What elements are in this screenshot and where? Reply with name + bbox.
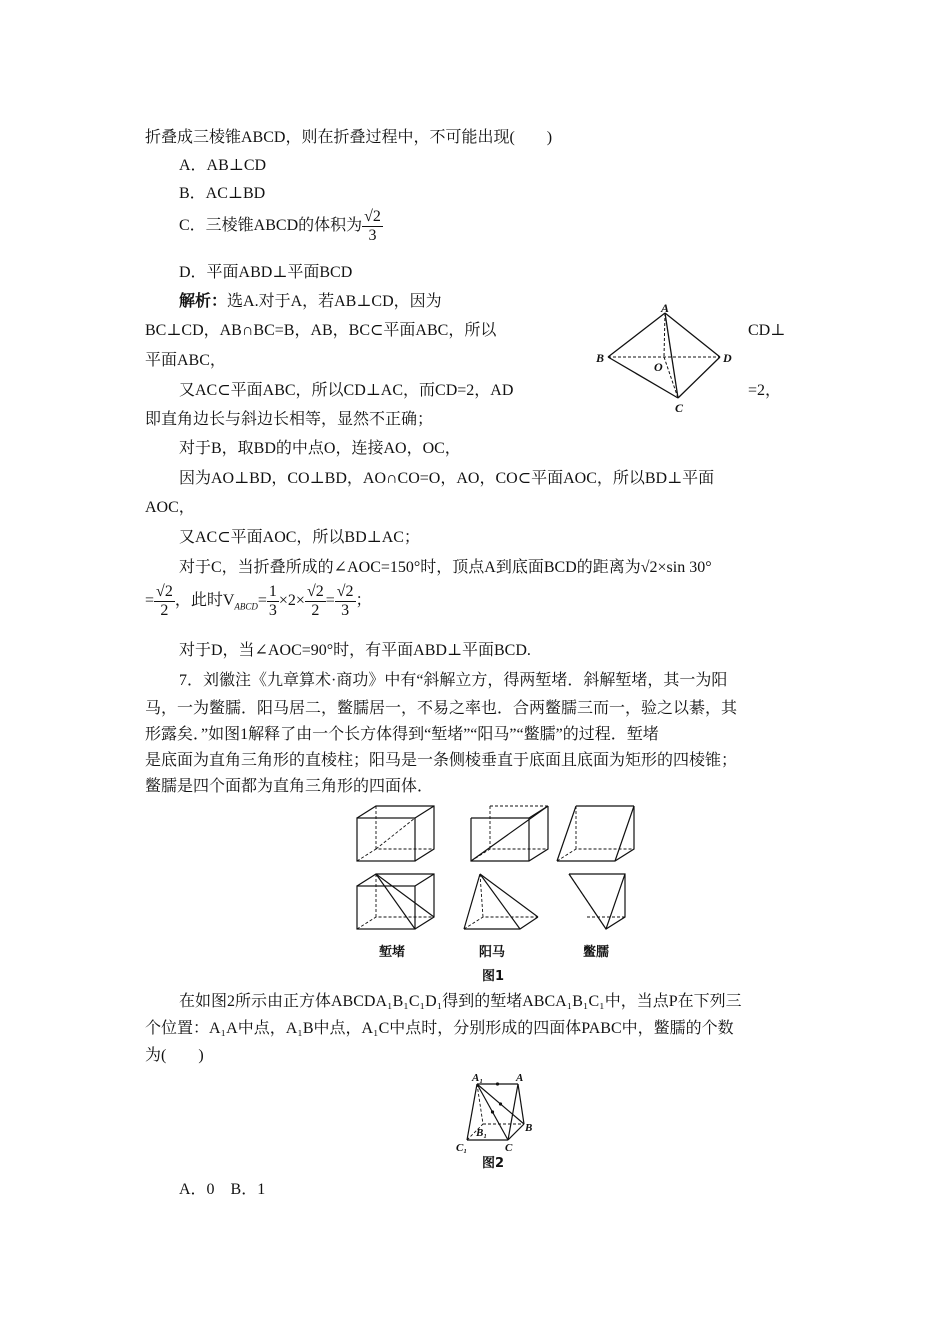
fig2-title: 图2	[482, 1156, 505, 1171]
q6-option-b: B．AC⊥BD	[179, 185, 266, 202]
fraction-numerator: 1	[268, 583, 277, 600]
vertex-label-c: C	[675, 401, 684, 415]
tetrahedron-figure	[590, 301, 750, 415]
solution-line-12: 对于D，当∠AOC=90°时，有平面ABD⊥平面BCD.	[179, 642, 531, 659]
solution-line-3: 平面ABC，	[145, 352, 226, 369]
eq-sign: =	[145, 592, 155, 610]
figure-1	[350, 800, 640, 960]
fraction	[154, 583, 175, 620]
q7-line-5: 鳖臑是四个面都为直角三角形的四面体．	[145, 778, 434, 795]
vertex-label-d: D	[723, 351, 732, 365]
vertex-label-a: A	[516, 1072, 524, 1084]
fraction-denominator: 3	[368, 227, 377, 244]
q7-line-2: 马，一为鳖臑．阳马居二，鳖臑居一，不易之率也．合两鳖臑三而一，验之以綦，其	[145, 700, 738, 717]
fig1-caption-qiandu: 堑堵	[379, 945, 406, 960]
q6-option-c	[179, 208, 383, 245]
solution-text: 选A.对于A，若AB⊥CD，因为	[227, 293, 442, 310]
fraction	[305, 583, 326, 620]
solution-line-2-right: CD⊥	[748, 322, 786, 339]
vertex-label-o: O	[654, 360, 663, 374]
eq-sign: =	[325, 592, 335, 610]
volume-subscript: ABCD	[234, 601, 258, 612]
times-text: ×2×	[278, 592, 305, 610]
vertex-label-a: A	[661, 301, 670, 315]
vertex-label-c1: C₁	[456, 1142, 468, 1154]
fraction-denominator: 2	[160, 602, 169, 619]
fraction-numerator: √2	[364, 208, 381, 225]
vertex-label-b: B	[596, 351, 605, 365]
vertex-label-b: B	[525, 1122, 533, 1134]
q6-option-d: D．平面ABD⊥平面BCD	[179, 264, 353, 281]
fig1-title: 图1	[482, 969, 505, 984]
q6-stem: 折叠成三棱锥ABCD，则在折叠过程中，不可能出现( )	[145, 129, 553, 146]
solution-line-2: BC⊥CD，AB∩BC=B，AB，BC⊂平面ABC，所以	[145, 322, 497, 339]
box-1-front	[357, 818, 415, 861]
solution-label: 解析：	[179, 293, 228, 310]
fraction	[267, 583, 279, 620]
solution-line-5: 即直角边长与斜边长相等，显然不正确；	[145, 411, 434, 428]
q6-option-c-fraction	[362, 208, 383, 245]
solution-line-7: 因为AO⊥BD，CO⊥BD，AO∩CO=O，AO，CO⊂平面AOC，所以BD⊥平面	[179, 470, 715, 487]
fraction-numerator: √2	[306, 583, 324, 600]
solution-line-6: 对于B，取BD的中点O，连接AO，OC，	[179, 440, 461, 457]
fraction-denominator: 2	[311, 602, 320, 619]
fraction-numerator: √2	[336, 583, 354, 600]
fraction	[335, 583, 356, 620]
q6-option-c-text: C．三棱锥ABCD的体积为	[179, 217, 363, 235]
q6-option-a: A．AB⊥CD	[179, 157, 267, 174]
q7-line-3: 形露矣．”如图1解释了由一个长方体得到“堑堵”“阳马”“鳖臑”的过程．堑堵	[145, 726, 659, 743]
fraction-denominator: 3	[341, 602, 350, 619]
vertex-label-b1: B₁	[476, 1127, 488, 1139]
fraction-numerator: √2	[156, 583, 173, 600]
fraction-denominator: 3	[268, 602, 277, 619]
q7-part2-line-1: 在如图2所示由正方体ABCDA₁B₁C₁D₁得到的堑堵ABCA₁B₁C₁中，当点P在下列三	[179, 993, 742, 1010]
q7-line-4: 是底面为直角三角形的直棱柱；阳马是一条侧棱垂直于底面且底面为矩形的四棱锥；	[145, 752, 738, 769]
figure-2	[452, 1068, 542, 1158]
solution-line-4: 又AC⊂平面ABC，所以CD⊥AC，而CD=2，AD	[179, 382, 514, 399]
solution-line-1	[179, 291, 442, 313]
q7-part2-line-3: 为( )	[145, 1047, 204, 1064]
solution-line-10: 对于C，当折叠所成的∠AOC=150°时，顶点A到底面BCD的距离为√2×sin 30°	[179, 559, 712, 576]
vertex-label-c: C	[505, 1142, 513, 1154]
solution-line-11	[145, 583, 372, 620]
q7-part2-line-2: 个位置：A₁A中点，A₁B中点，A₁C中点时，分别形成的四面体PABC中，鳖臑的个数	[145, 1020, 734, 1037]
q7-line-1: 7．刘徽注《九章算术·商功》中有“斜解立方，得两堑堵．斜解堑堵，其一为阳	[179, 672, 728, 689]
solution-line-8: AOC，	[145, 499, 195, 516]
q7-options: A．0 B．1	[179, 1181, 266, 1198]
fig1-caption-bienao: 鳖臑	[583, 945, 610, 960]
solution-line-4-right: =2，	[748, 382, 782, 399]
eq-sign: =	[257, 592, 267, 610]
fig1-caption-yangma: 阳马	[479, 945, 506, 960]
vertex-label-a1: A₁	[472, 1072, 484, 1084]
solution-text: ，此时V	[174, 592, 235, 610]
solution-text: ；	[355, 592, 372, 610]
solution-line-9: 又AC⊂平面AOC，所以BD⊥AC；	[179, 529, 420, 546]
